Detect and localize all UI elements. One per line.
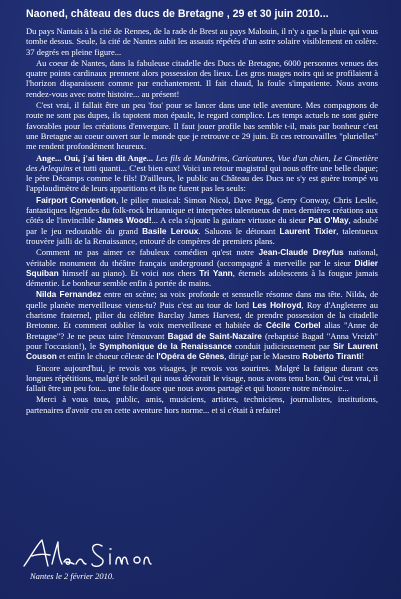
paragraph-6-text-a: Comment ne pas aimer ce fabuleux comédien qu'est notre [36, 247, 259, 258]
paragraph-4-text: et tutti quanti... C'est bien eux! Voici un retour magistral qui nous offre une belle claque; le père Décamps comme le fils! D'ailleurs, le public au Château des Ducs ne s'y est guère trompé vu l'applaudimètre de leurs apparitions et ils ne furent pas les seuls: [26, 162, 378, 194]
paragraph-9: Merci à vous tous, public, amis, musiciens, artistes, techniciens, journalistes, institutions, partenaires d'avoir cru en cette aventure hors norme... et si c'était à refaire! [26, 394, 378, 415]
ange-intro: Ange... Oui, j'ai bien dit Ange... [36, 152, 156, 163]
artist-basile-leroux: Basile Leroux [142, 225, 199, 236]
paragraph-6 [26, 247, 378, 288]
artist-laurent-tixier: Laurent Tixier [279, 225, 337, 236]
artist-didier-squiban: Didier Squiban [26, 257, 378, 278]
artist-opera-genes: l'Opéra de Gênes [156, 351, 225, 362]
paragraph-6-text-c: himself au piano). Et voici nos chers [58, 267, 200, 278]
paragraph-4 [26, 153, 378, 194]
paragraph-8: Encore aujourd'hui, je revois vos visages, je revois vos sourires. Malgré la fatigue durant ces longues répétitions, malgré le soleil qui nous dévorait le visage, nous avons tenu bon. Oui c'est vrai, il fallait être un peu fou... une folie douce que nous avons partagé et qui honore notre mémoire... [26, 362, 378, 394]
artist-pat-omay: Pat O'May [308, 215, 349, 226]
paragraph-5-text-e: , talentueux trouvère jailli de la Renaissance, entouré de compères de premiers plans. [26, 225, 378, 246]
paragraph-7-text-c: alias "Anne de Bretagne"? Je ne peux taire l'émouvant [26, 320, 378, 341]
paragraph-6-text-b: national, véritable monument du théâtre français underground (accompagné à merveille par le sieur [26, 247, 378, 268]
artist-fairport: Fairport Convention [36, 194, 117, 205]
paragraph-7-text-a: entre en scène; sa voix profonde et sensuelle résonne dans ma tête. Nilda, de quelle planète merveilleuse viens-tu? Puis c'est au tour de lord [26, 289, 378, 310]
paragraph-3: C'est vrai, il fallait être un peu 'fou' pour se lancer dans une telle aventure. Mes compagnons de route ne sont pas dupes, ils tapotent mon épaule, le regard complice. Les temps actuels ne sont guère favorables pour les créations d'envergure. Il faut jouer profile bas semble t-il, mais par bonheur c'est une Bretagne au coeur ouvert sur le monde que je retrouve ce 29 juin. Et ces retrouvailles "plurielles" me rendent profondément heureux. [26, 100, 378, 152]
artist-roberto-tiranti: Roberto Tiranti [302, 351, 362, 362]
letter-body [26, 26, 378, 416]
paragraph-5-text-c: , adoubé par le jeu redoutable du grand [26, 215, 378, 236]
artist-james-wood: James Wood! [97, 215, 152, 226]
paragraph-1: Du pays Nantais à la cité de Rennes, de la rade de Brest au pays Malouin, il n'y a que la pluie qui vous tombe dessus. Seule, la cité de Nantes subit les assauts répétés d'un astre solaire visiblement en colère. 37 degrés en pleine figure... [26, 26, 378, 57]
handwritten-signature [20, 536, 180, 572]
paragraph-5 [26, 195, 378, 246]
paragraph-7-text-g: , dirigé par le Maestro [224, 351, 303, 362]
paragraph-2: Au coeur de Nantes, dans la fabuleuse citadelle des Ducs de Bretagne, 6000 personnes venues des quatre points cardinaux prennent alors possession des lieux. Les gros nuages noirs qui se profilaient à l'horizon disparaissent comme par enchantement. Il fait chaud, la foule s'impatiente. Nous avons rendez-vous avec notre histoire... au présent! [26, 57, 378, 99]
paragraph-7-text-d: (rebaptisé Bagad "Anna Vreizh" pour l'occasion!), le [26, 330, 379, 351]
paragraph-5-text-d: . Saluons le détonant [198, 225, 280, 236]
artist-laurent-couson: Sir Laurent Couson [26, 340, 378, 362]
artist-jean-claude-dreyfus: Jean-Claude Dreyfus [258, 247, 344, 258]
album-titles: Les fils de Mandrins, Caricatures, Vue d'un chien, Le Cimetière des Arlequins [26, 152, 378, 173]
paragraph-5-text-a: , le pilier musical: Simon Nicol, Dave Pegg, Gerry Conway, Chris Leslie, fantastiques légendes du folk-rock britannique et interprètes talentueux de mes dernières créations aux côtés de l'invincible [26, 194, 378, 226]
artist-symphonique: Symphonique de la Renaissance [99, 340, 232, 351]
signature-date: Nantes le 2 février 2010. [30, 571, 115, 581]
page-title: Naoned, château des ducs de Bretagne , 29 et 30 juin 2010... [26, 8, 329, 20]
paragraph-7-text-f: et enfin le choeur céleste de [56, 351, 157, 362]
paragraph-5-text-b: ... A cela s'ajoute la guitare virtuose du sieur [151, 215, 309, 226]
letter-page [26, 0, 378, 599]
artist-nilda-fernandez: Nilda Fernandez [36, 289, 102, 300]
artist-les-holroyd: Les Holroyd [252, 299, 302, 310]
artist-tri-yann: Tri Yann [199, 267, 233, 278]
paragraph-7-text-e: conduit judicieusement par [231, 340, 334, 351]
paragraph-6-text-d: , éternels adolescents à la fougue jamais démentie. Le bonheur semble enfin à portée de mains. [26, 267, 378, 289]
artist-bagad-saint-nazaire: Bagad de Saint-Nazaire [167, 330, 262, 341]
paragraph-7 [26, 289, 378, 361]
artist-cecile-corbel: Cécile Corbel [265, 320, 321, 331]
paragraph-7-text-h: ! [361, 351, 365, 362]
paragraph-7-text-b: , Roy d'Angleterre au charisme fraternel, pilier du célèbre Barclay James Harvest, de prendre possession de la citadelle Bretonne. Et comment oublier la voix merveilleuse et habitée de [26, 299, 378, 331]
